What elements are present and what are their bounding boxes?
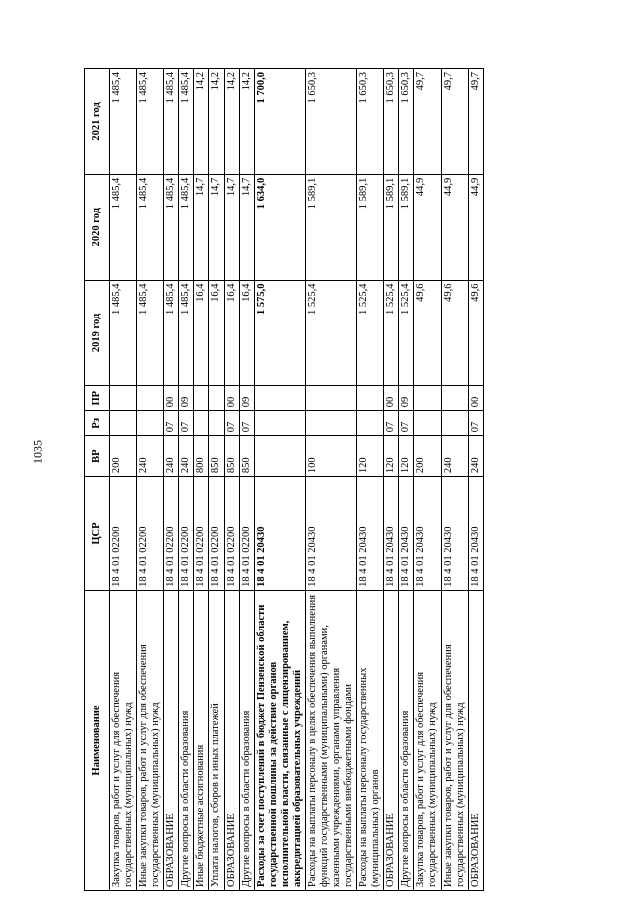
table-row bbox=[384, 69, 399, 891]
cell-2020: 1 485,4 bbox=[110, 174, 137, 280]
cell-2020: 44,9 bbox=[468, 174, 483, 280]
cell-2021: 1 650,3 bbox=[399, 69, 414, 175]
cell-2019: 1 485,4 bbox=[164, 280, 179, 386]
cell-rz bbox=[194, 411, 209, 436]
cell-2020: 14,7 bbox=[194, 174, 209, 280]
cell-2020: 1 485,4 bbox=[137, 174, 164, 280]
cell-name: Расходы на выплаты персоналу государственных (муниципальных) органов bbox=[357, 590, 384, 890]
cell-2020: 44,9 bbox=[414, 174, 441, 280]
cell-name: Закупка товаров, работ и услуг для обеспечения государственных (муниципальных) нужд bbox=[110, 590, 137, 890]
cell-rz bbox=[305, 411, 356, 436]
cell-rz: 07 bbox=[179, 411, 194, 436]
cell-csr: 18 4 01 02200 bbox=[209, 477, 224, 591]
cell-rz: 07 bbox=[384, 411, 399, 436]
cell-2020: 14,7 bbox=[224, 174, 239, 280]
cell-2020: 1 485,4 bbox=[164, 174, 179, 280]
cell-csr: 18 4 01 20430 bbox=[357, 477, 384, 591]
table-row bbox=[164, 69, 179, 891]
header-csr: ЦСР bbox=[85, 477, 110, 591]
cell-vr: 120 bbox=[384, 436, 399, 477]
cell-name: Иные бюджетные ассигнования bbox=[194, 590, 209, 890]
cell-rz bbox=[254, 411, 305, 436]
cell-2019: 49,6 bbox=[414, 280, 441, 386]
cell-2019: 16,4 bbox=[194, 280, 209, 386]
cell-name: ОБРАЗОВАНИЕ bbox=[224, 590, 239, 890]
cell-2021: 49,7 bbox=[468, 69, 483, 175]
cell-2020: 1 589,1 bbox=[357, 174, 384, 280]
cell-csr: 18 4 01 20430 bbox=[305, 477, 356, 591]
cell-rz bbox=[357, 411, 384, 436]
cell-vr: 850 bbox=[224, 436, 239, 477]
table-row bbox=[110, 69, 137, 891]
table-row bbox=[209, 69, 224, 891]
cell-rz: 07 bbox=[468, 411, 483, 436]
cell-name: ОБРАЗОВАНИЕ bbox=[384, 590, 399, 890]
table-row bbox=[179, 69, 194, 891]
cell-2019: 49,6 bbox=[441, 280, 468, 386]
page-number: 1035 bbox=[30, 440, 45, 464]
table-row bbox=[224, 69, 239, 891]
header-2019: 2019 год bbox=[85, 280, 110, 386]
cell-rz bbox=[414, 411, 441, 436]
cell-csr: 18 4 01 20430 bbox=[254, 477, 305, 591]
cell-pr bbox=[441, 386, 468, 411]
cell-name: Другие вопросы в области образования bbox=[239, 590, 254, 890]
cell-pr bbox=[414, 386, 441, 411]
cell-pr: 00 bbox=[224, 386, 239, 411]
cell-vr: 200 bbox=[414, 436, 441, 477]
cell-vr: 850 bbox=[209, 436, 224, 477]
cell-csr: 18 4 01 20430 bbox=[441, 477, 468, 591]
table-header-row bbox=[85, 69, 110, 891]
cell-csr: 18 4 01 02200 bbox=[137, 477, 164, 591]
header-name: Наименование bbox=[85, 590, 110, 890]
header-pr: ПР bbox=[85, 386, 110, 411]
cell-2019: 1 575,0 bbox=[254, 280, 305, 386]
cell-csr: 18 4 01 20430 bbox=[384, 477, 399, 591]
cell-2021: 1 650,3 bbox=[384, 69, 399, 175]
cell-name: ОБРАЗОВАНИЕ bbox=[468, 590, 483, 890]
cell-pr: 00 bbox=[468, 386, 483, 411]
cell-pr bbox=[357, 386, 384, 411]
table-row bbox=[399, 69, 414, 891]
rotated-table-container bbox=[84, 68, 588, 891]
cell-2021: 1 650,3 bbox=[357, 69, 384, 175]
cell-2021: 14,2 bbox=[194, 69, 209, 175]
table-body bbox=[110, 69, 484, 891]
cell-2021: 14,2 bbox=[224, 69, 239, 175]
cell-pr bbox=[110, 386, 137, 411]
cell-csr: 18 4 01 02200 bbox=[110, 477, 137, 591]
cell-vr: 800 bbox=[194, 436, 209, 477]
cell-vr: 120 bbox=[357, 436, 384, 477]
cell-vr bbox=[254, 436, 305, 477]
cell-2020: 1 589,1 bbox=[305, 174, 356, 280]
cell-2021: 1 700,0 bbox=[254, 69, 305, 175]
budget-table bbox=[84, 68, 484, 891]
table-row bbox=[357, 69, 384, 891]
table-row bbox=[254, 69, 305, 891]
table-row bbox=[441, 69, 468, 891]
cell-2021: 1 485,4 bbox=[110, 69, 137, 175]
cell-pr bbox=[137, 386, 164, 411]
cell-name: Иные закупки товаров, работ и услуг для обеспечения государственных (муниципальных) нужд bbox=[137, 590, 164, 890]
cell-rz bbox=[110, 411, 137, 436]
cell-2019: 1 525,4 bbox=[357, 280, 384, 386]
cell-pr: 00 bbox=[164, 386, 179, 411]
cell-vr: 850 bbox=[239, 436, 254, 477]
cell-pr: 09 bbox=[239, 386, 254, 411]
cell-2021: 1 485,4 bbox=[164, 69, 179, 175]
cell-pr bbox=[254, 386, 305, 411]
cell-csr: 18 4 01 02200 bbox=[194, 477, 209, 591]
cell-2020: 1 589,1 bbox=[384, 174, 399, 280]
cell-pr bbox=[209, 386, 224, 411]
cell-pr: 09 bbox=[179, 386, 194, 411]
cell-name: ОБРАЗОВАНИЕ bbox=[164, 590, 179, 890]
cell-2020: 14,7 bbox=[209, 174, 224, 280]
cell-name: Расходы на выплаты персоналу в целях обеспечения выполнения функций государственными (муниципальными) органами, казенными учреждениями, органами управления государственными внебюджетными фондами bbox=[305, 590, 356, 890]
cell-name: Закупка товаров, работ и услуг для обеспечения государственных (муниципальных) нужд bbox=[414, 590, 441, 890]
cell-rz bbox=[209, 411, 224, 436]
table-row bbox=[239, 69, 254, 891]
cell-2019: 16,4 bbox=[209, 280, 224, 386]
cell-2019: 1 485,4 bbox=[179, 280, 194, 386]
header-rz: Рз bbox=[85, 411, 110, 436]
cell-pr bbox=[194, 386, 209, 411]
cell-vr: 240 bbox=[137, 436, 164, 477]
cell-csr: 18 4 01 02200 bbox=[239, 477, 254, 591]
cell-vr: 200 bbox=[110, 436, 137, 477]
cell-2020: 14,7 bbox=[239, 174, 254, 280]
cell-name: Иные закупки товаров, работ и услуг для обеспечения государственных (муниципальных) нужд bbox=[441, 590, 468, 890]
cell-vr: 120 bbox=[399, 436, 414, 477]
cell-rz: 07 bbox=[224, 411, 239, 436]
cell-2019: 1 485,4 bbox=[110, 280, 137, 386]
header-vr: ВР bbox=[85, 436, 110, 477]
cell-2020: 1 589,1 bbox=[399, 174, 414, 280]
cell-pr bbox=[305, 386, 356, 411]
cell-vr: 240 bbox=[164, 436, 179, 477]
cell-2020: 44,9 bbox=[441, 174, 468, 280]
cell-name: Другие вопросы в области образования bbox=[179, 590, 194, 890]
cell-vr: 100 bbox=[305, 436, 356, 477]
cell-csr: 18 4 01 20430 bbox=[399, 477, 414, 591]
cell-rz: 07 bbox=[239, 411, 254, 436]
cell-2020: 1 485,4 bbox=[179, 174, 194, 280]
cell-2019: 1 525,4 bbox=[384, 280, 399, 386]
cell-2021: 49,7 bbox=[414, 69, 441, 175]
table-row bbox=[414, 69, 441, 891]
cell-vr: 240 bbox=[441, 436, 468, 477]
cell-2019: 1 485,4 bbox=[137, 280, 164, 386]
header-2020: 2020 год bbox=[85, 174, 110, 280]
cell-name: Другие вопросы в области образования bbox=[399, 590, 414, 890]
cell-rz: 07 bbox=[399, 411, 414, 436]
cell-csr: 18 4 01 02200 bbox=[224, 477, 239, 591]
cell-2021: 1 485,4 bbox=[179, 69, 194, 175]
cell-2021: 1 485,4 bbox=[137, 69, 164, 175]
table-row bbox=[137, 69, 164, 891]
cell-pr: 09 bbox=[399, 386, 414, 411]
cell-2019: 1 525,4 bbox=[399, 280, 414, 386]
table-row bbox=[468, 69, 483, 891]
table-row bbox=[305, 69, 356, 891]
cell-csr: 18 4 01 20430 bbox=[414, 477, 441, 591]
cell-pr: 00 bbox=[384, 386, 399, 411]
cell-2021: 49,7 bbox=[441, 69, 468, 175]
cell-rz: 07 bbox=[164, 411, 179, 436]
table-row bbox=[194, 69, 209, 891]
cell-2019: 1 525,4 bbox=[305, 280, 356, 386]
cell-rz bbox=[441, 411, 468, 436]
cell-name: Уплата налогов, сборов и иных платежей bbox=[209, 590, 224, 890]
cell-vr: 240 bbox=[468, 436, 483, 477]
cell-vr: 240 bbox=[179, 436, 194, 477]
cell-2021: 14,2 bbox=[239, 69, 254, 175]
header-2021: 2021 год bbox=[85, 69, 110, 175]
cell-2021: 1 650,3 bbox=[305, 69, 356, 175]
cell-rz bbox=[137, 411, 164, 436]
cell-csr: 18 4 01 02200 bbox=[179, 477, 194, 591]
cell-2019: 49,6 bbox=[468, 280, 483, 386]
cell-2020: 1 634,0 bbox=[254, 174, 305, 280]
document-page bbox=[84, 68, 588, 891]
cell-2021: 14,2 bbox=[209, 69, 224, 175]
cell-csr: 18 4 01 02200 bbox=[164, 477, 179, 591]
cell-2019: 16,4 bbox=[239, 280, 254, 386]
cell-name: Расходы за счет поступлений в бюджет Пензенской области государственной пошлины за действие органов исполнительной власти, связанные с лицензированием, аккредитацией образовательных учреждений bbox=[254, 590, 305, 890]
cell-csr: 18 4 01 20430 bbox=[468, 477, 483, 591]
cell-2019: 16,4 bbox=[224, 280, 239, 386]
